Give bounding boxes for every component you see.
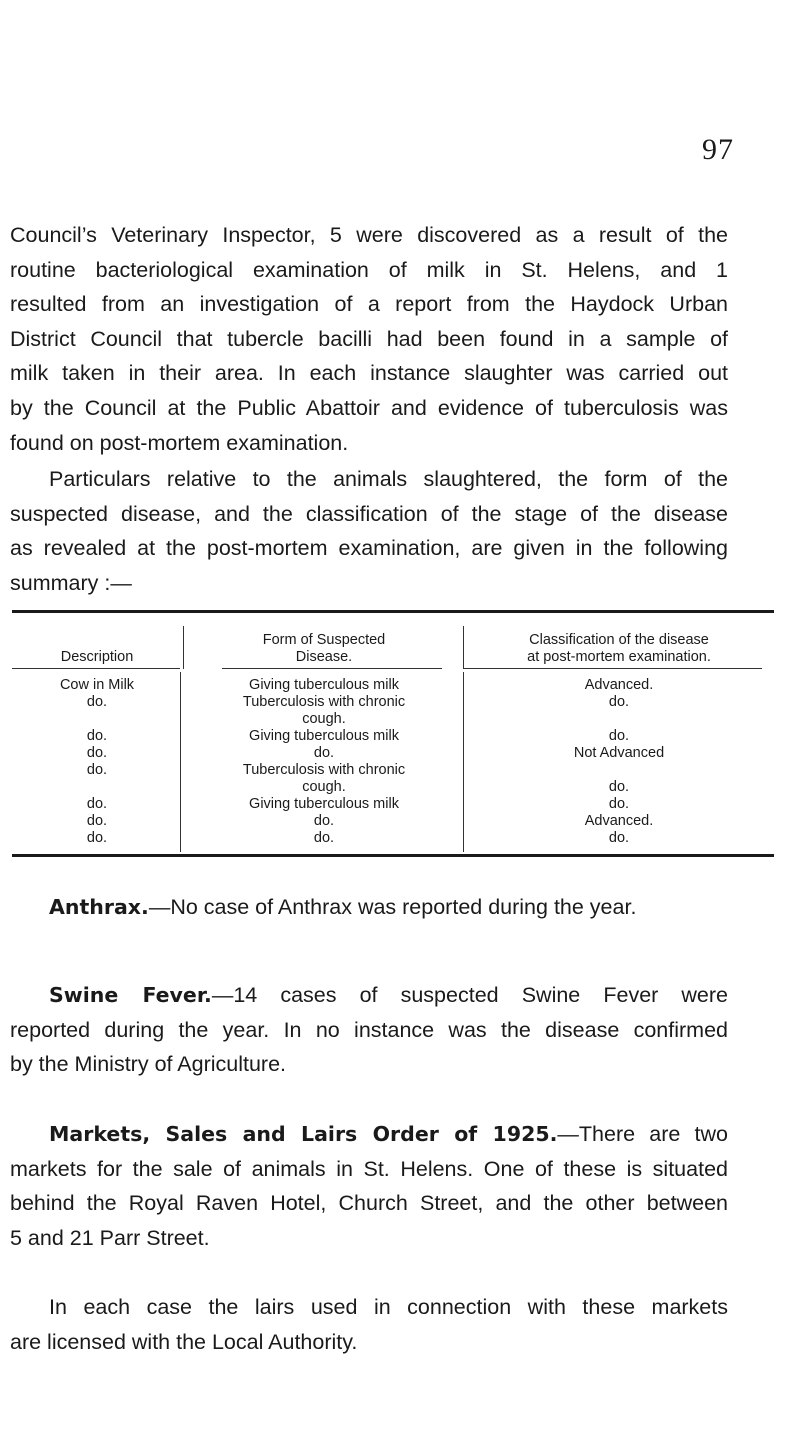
header-underline bbox=[12, 668, 180, 669]
paragraph-markets bbox=[0, 1117, 800, 1255]
text-line: behind the Royal Raven Hotel, Church Street, and the other between bbox=[10, 1191, 728, 1216]
paragraph-lairs bbox=[0, 1290, 800, 1359]
cell-form: Giving tuberculous milk bbox=[249, 728, 399, 744]
cell-form: do. bbox=[313, 745, 335, 761]
cell-classification: do. bbox=[608, 796, 630, 812]
table-top-rule bbox=[12, 610, 774, 613]
text-line: District Council that tubercle bacilli had been found in a sample of bbox=[10, 326, 728, 351]
paragraph-intro bbox=[0, 218, 800, 460]
text-line: suspected disease, and the classification of the stage of the disease bbox=[10, 501, 728, 526]
text-line: summary :— bbox=[10, 570, 132, 595]
header-description: Description bbox=[60, 649, 134, 665]
text-line: found on post-mortem examination. bbox=[10, 430, 349, 455]
cell-classification: Advanced. bbox=[584, 813, 654, 829]
cell-classification: do. bbox=[608, 728, 630, 744]
cell-form: cough. bbox=[302, 711, 346, 727]
swine-fever-text: —14 cases of suspected Swine Fever were bbox=[211, 983, 728, 1007]
text-line: In each case the lairs used in connection with these markets bbox=[49, 1295, 728, 1319]
text-line: 5 and 21 Parr Street. bbox=[10, 1225, 210, 1250]
text-line bbox=[0, 978, 800, 1013]
table-bottom-rule bbox=[12, 854, 774, 857]
text-line: milk taken in their area. In each instance slaughter was carried out bbox=[10, 361, 728, 386]
text-line: markets for the sale of animals in St. Helens. One of these is situated bbox=[10, 1156, 728, 1181]
paragraph-particulars bbox=[0, 462, 800, 600]
cell-description: Cow in Milk bbox=[59, 677, 135, 693]
cell-form: do. bbox=[313, 830, 335, 846]
swine-fever-heading: Swine Fever. bbox=[49, 983, 212, 1007]
cell-classification: Advanced. bbox=[584, 677, 654, 693]
markets-text: —There are two bbox=[557, 1122, 728, 1146]
header-form-line2: Disease. bbox=[295, 649, 353, 665]
anthrax-text: —No case of Anthrax was reported during the year. bbox=[148, 895, 637, 919]
header-class-line1: Classification of the disease bbox=[529, 632, 709, 648]
text-line: are licensed with the Local Authority. bbox=[10, 1329, 358, 1354]
text-line bbox=[0, 890, 800, 925]
cell-form: cough. bbox=[302, 779, 346, 795]
cell-form: Giving tuberculous milk bbox=[249, 677, 399, 693]
text-line: Particulars relative to the animals slaughtered, the form of the bbox=[49, 467, 728, 491]
text-line: by the Council at the Public Abattoir and evidence of tuberculosis was bbox=[10, 395, 728, 420]
header-underline bbox=[222, 668, 442, 669]
cell-description: do. bbox=[86, 745, 108, 761]
cell-form: Tuberculosis with chronic bbox=[242, 762, 406, 778]
page-number: 97 bbox=[702, 133, 734, 166]
cell-description: do. bbox=[86, 694, 108, 710]
cell-classification: do. bbox=[608, 779, 630, 795]
paragraph-anthrax bbox=[0, 890, 800, 925]
cell-form: Giving tuberculous milk bbox=[249, 796, 399, 812]
cell-classification: do. bbox=[608, 830, 630, 846]
header-form-line1: Form of Suspected bbox=[262, 632, 386, 648]
text-line: by the Ministry of Agriculture. bbox=[10, 1052, 287, 1077]
header-class-line2: at post-mortem examination. bbox=[527, 649, 711, 665]
column-divider bbox=[183, 626, 184, 669]
cell-description: do. bbox=[86, 830, 108, 846]
cell-description: do. bbox=[86, 813, 108, 829]
cell-description: do. bbox=[86, 728, 108, 744]
cell-form: Tuberculosis with chronic bbox=[242, 694, 406, 710]
text-line: Council’s Veterinary Inspector, 5 were discovered as a result of the bbox=[10, 223, 728, 247]
text-line: reported during the year. In no instance was the disease confirmed bbox=[10, 1017, 728, 1042]
anthrax-heading: Anthrax. bbox=[49, 895, 149, 919]
text-line bbox=[0, 1117, 800, 1152]
cell-form: do. bbox=[313, 813, 335, 829]
text-line: as revealed at the post-mortem examination, are given in the following bbox=[10, 536, 728, 561]
markets-heading: Markets, Sales and Lairs Order of 1925. bbox=[49, 1122, 558, 1146]
cell-description: do. bbox=[86, 762, 108, 778]
header-underline bbox=[464, 668, 762, 669]
text-line: routine bacteriological examination of milk in St. Helens, and 1 bbox=[10, 257, 728, 282]
cell-description: do. bbox=[86, 796, 108, 812]
paragraph-swine-fever bbox=[0, 978, 800, 1082]
cell-classification: do. bbox=[608, 694, 630, 710]
text-line: resulted from an investigation of a report from the Haydock Urban bbox=[10, 292, 728, 317]
cell-classification: Not Advanced bbox=[573, 745, 665, 761]
